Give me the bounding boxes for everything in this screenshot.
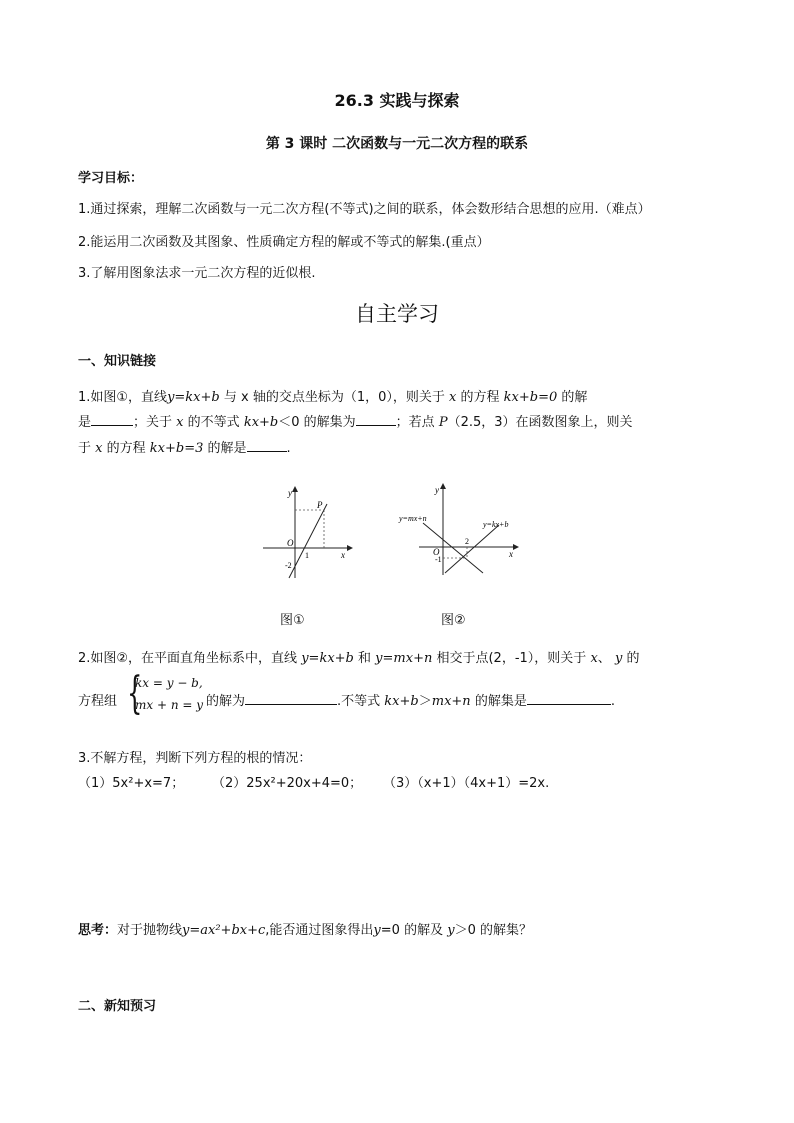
system-eq-2: mx + n = y [135, 698, 204, 712]
fig1-one-label: 1 [305, 551, 309, 560]
fig2-line2-label: y=kx+b [483, 520, 509, 529]
q1-line2: 是 ；关于 x 的不等式 kx+b＜0 的解集为 ；若点 P（2.5，3）在函数图象上，则关 [78, 411, 633, 430]
brace-icon: { [127, 668, 143, 719]
system-eq-1: kx = y − b, [135, 676, 203, 690]
part1-heading: 一、知识链接 [78, 354, 157, 369]
answer-blank[interactable] [247, 438, 287, 452]
figure-1-graph [255, 478, 355, 588]
self-study-heading: 自主学习 [355, 302, 439, 326]
objective-2: 2.能运用二次函数及其图象、性质确定方程的解或不等式的解集.(重点） [78, 235, 490, 250]
fig2-line-kx-b [445, 525, 499, 573]
fig1-y-arrow [292, 486, 298, 492]
q2-label-system: 方程组 [78, 694, 118, 709]
fig2-two-label: 2 [465, 537, 469, 546]
q1-line3: 于 x 的方程 kx+b=3 的解是 . [78, 437, 291, 456]
objective-3: 3.了解用图象法求一元二次方程的近似根. [78, 266, 316, 281]
fig1-x-arrow [347, 545, 353, 551]
fig2-y-arrow [440, 483, 446, 489]
think-question: 思考：对于抛物线y=ax²+bx+c,能否通过图象得出y=0 的解及 y＞0 的解集？ [78, 923, 532, 938]
fig1-y-label: y [288, 488, 292, 498]
fig2-line1-label: y=mx+n [399, 514, 427, 523]
fig1-p-label: P [317, 500, 323, 510]
figure-1-caption: 图① [280, 613, 305, 628]
page-title: 26.3 实践与探索 [334, 91, 460, 110]
fig2-neg1-label: -1 [435, 555, 442, 564]
fig2-origin-label: O [433, 547, 440, 557]
part2-heading: 二、新知预习 [78, 999, 157, 1014]
answer-blank[interactable] [91, 412, 133, 426]
q3-part-2: （2）25x²+20x+4=0； [212, 776, 363, 791]
figure-2-graph [395, 475, 525, 585]
fig2-x-label: x [509, 549, 513, 559]
objectives-heading: 学习目标： [78, 171, 144, 186]
fig1-neg2-label: -2 [285, 561, 292, 570]
q3-prompt: 3.不解方程，判断下列方程的根的情况： [78, 751, 312, 766]
equation-system [127, 668, 209, 720]
q3-part-3: （3）（x+1）（4x+1）=2x. [383, 776, 550, 791]
answer-blank[interactable] [356, 412, 396, 426]
figure-2-caption: 图② [441, 613, 466, 628]
answer-blank[interactable] [527, 691, 611, 705]
fig1-origin-label: O [287, 538, 294, 548]
fig2-y-label: y [435, 485, 439, 495]
lesson-subtitle: 第 3 课时 二次函数与一元二次方程的联系 [265, 136, 529, 152]
answer-blank[interactable] [245, 691, 337, 705]
fig2-x-arrow [513, 544, 519, 550]
q2-line1: 2.如图②，在平面直角坐标系中，直线 y=kx+b 和 y=mx+n 相交于点(2，-1），则关于 x、 y 的 [78, 651, 640, 666]
q3-part-1: （1）5x²+x=7； [78, 776, 185, 791]
objective-1: 1.通过探索，理解二次函数与一元二次方程(不等式)之间的联系，体会数形结合思想的应用.（难点） [78, 202, 651, 217]
fig1-x-label: x [341, 550, 345, 560]
q1-line1: 1.如图①，直线y=kx+b 与 x 轴的交点坐标为（1，0），则关于 x 的方程 kx+b=0 的解 [78, 390, 588, 405]
q2-line2: 的解为 .不等式 kx+b＞mx+n 的解集是 . [206, 690, 615, 709]
